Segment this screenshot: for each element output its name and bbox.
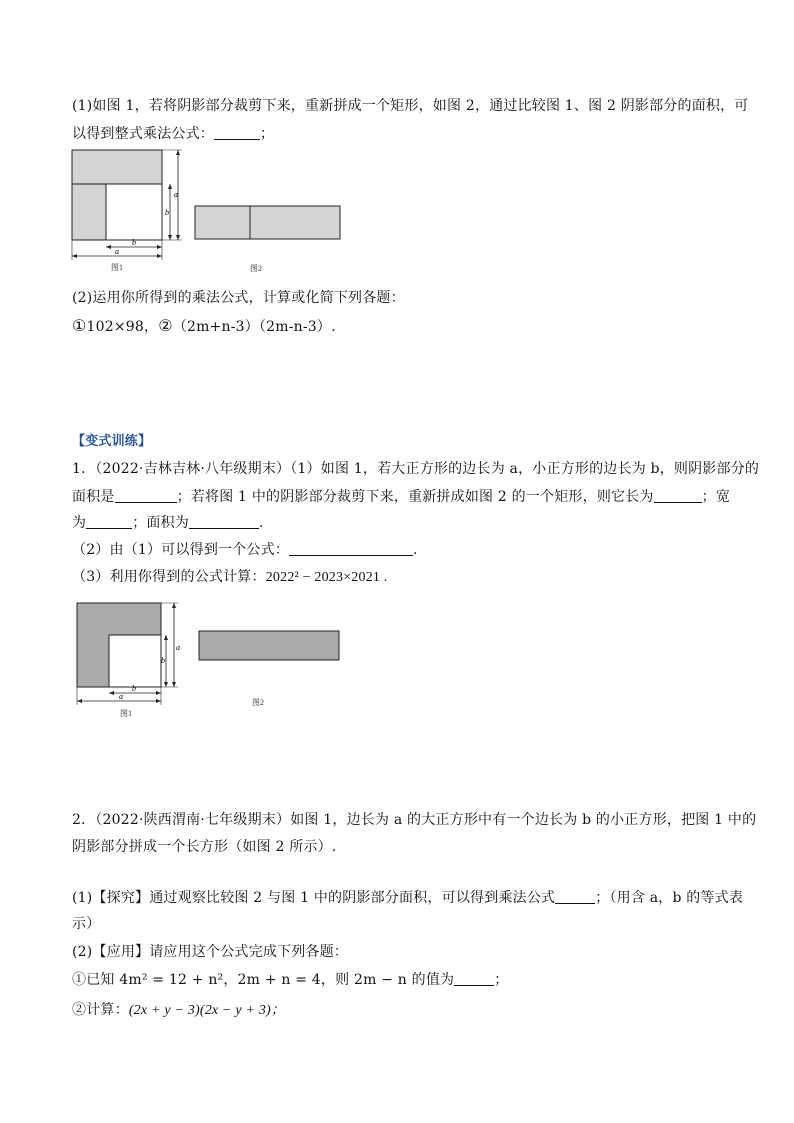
- fig1-label-a-horizontal: a: [115, 247, 119, 256]
- q1-text: .: [413, 542, 418, 558]
- q0-part1-text: 以得到整式乘法公式：: [72, 126, 214, 142]
- q1-line3: [72, 513, 264, 533]
- fig2-rectangle: [195, 206, 340, 239]
- q1-text: 面积是: [72, 489, 115, 505]
- q2-text: ；（用含 a，b 的等式表: [595, 890, 744, 906]
- arrow: [168, 184, 172, 189]
- arrow: [109, 691, 114, 695]
- arrow: [172, 682, 176, 687]
- q2-text: ②计算：: [72, 1002, 129, 1018]
- vfig2-caption: 图2: [252, 698, 264, 707]
- arrow: [172, 603, 176, 608]
- answer-blank-area[interactable]: [115, 488, 177, 503]
- q1-text: （2）由（1）可以得到一个公式：: [72, 542, 290, 558]
- fig1-small-square: [106, 184, 162, 240]
- q2-calc-expr: (2x + y − 3)(2x − y + 3)；: [128, 1003, 286, 1018]
- circled-2: ②: [158, 316, 173, 335]
- q1-text: .: [259, 515, 264, 531]
- arrow: [164, 682, 168, 687]
- arrow: [106, 245, 111, 249]
- q1-line1: 1．（2022·吉林吉林·八年级期末）（1）如图 1，若大正方形的边长为 a，小正方形的边长为 b，则阴影部分的: [72, 461, 760, 477]
- arrow: [77, 699, 82, 703]
- item1-expr: 102×98，: [86, 319, 159, 335]
- circled-1: ①: [72, 316, 87, 335]
- item2-expr: （2m+n-3）（2m-n-3）.: [172, 319, 336, 335]
- vfig1-label-a-horizontal: a: [119, 692, 123, 701]
- arrow: [176, 150, 180, 155]
- q2-line6: [72, 970, 508, 990]
- q0-part2-items: [72, 316, 336, 337]
- q2-line2: 阴影部分拼成一个长方形（如图 2 所示）.: [72, 839, 337, 855]
- figure-variant: [64, 598, 354, 724]
- q1-text: ；宽: [701, 489, 731, 505]
- vfig1-label-a-vertical: a: [176, 643, 180, 652]
- q0-part1-line2: [72, 124, 274, 144]
- q0-part1-line1: (1)如图 1，若将阴影部分裁剪下来，重新拼成一个矩形，如图 2，通过比较图 1、图 2 阴影部分的面积，可: [72, 98, 749, 114]
- arrow: [168, 235, 172, 240]
- q0-part2-line: (2)运用你所得到的乘法公式，计算或化简下列各题：: [72, 290, 405, 306]
- q1-line2: [72, 487, 730, 507]
- q2-line1: 2．（2022·陕西渭南·七年级期末）如图 1，边长为 a 的大正方形中有一个边长为 b 的小正方形，把图 1 中的: [72, 812, 757, 828]
- q2-line4: 示）: [72, 916, 101, 932]
- answer-blank-formula[interactable]: [555, 889, 595, 904]
- q2-line3: [72, 888, 743, 908]
- q2-line5: (2)【应用】请应用这个公式完成下列各题：: [72, 944, 349, 960]
- vfig2-rectangle: [199, 631, 339, 660]
- q2-text: (1)【探究】通过观察比较图 2 与图 1 中的阴影部分面积，可以得到乘法公式: [72, 890, 556, 906]
- variant-heading: 【变式训练】: [72, 434, 152, 449]
- answer-blank-rect-area[interactable]: [189, 514, 259, 529]
- answer-blank-width[interactable]: [86, 514, 132, 529]
- answer-blank-formula[interactable]: [214, 125, 260, 140]
- q1-text: （3）利用你得到的公式计算：: [72, 569, 266, 585]
- arrow: [164, 635, 168, 640]
- arrow: [156, 699, 161, 703]
- figure-block1: [60, 145, 360, 275]
- vfig1-label-b-horizontal: b: [132, 684, 136, 693]
- vfig1-caption: 图1: [120, 709, 132, 718]
- fig1-caption: 图1: [111, 263, 123, 272]
- vfig1-small-square: [109, 635, 161, 687]
- arrow: [156, 691, 161, 695]
- answer-blank-length[interactable]: [654, 488, 702, 503]
- q1-text: ；面积为: [132, 515, 190, 531]
- answer-blank-formula[interactable]: [289, 541, 413, 556]
- q1-line5: [72, 567, 388, 588]
- arrow: [157, 254, 162, 258]
- q1-text: ；若将图 1 中的阴影部分裁剪下来，重新拼成如图 2 的一个矩形，则它长为: [176, 489, 654, 505]
- q2-text: ①已知 4m² = 12 + n²，2m + n = 4，则 2m − n 的值为: [72, 972, 455, 988]
- fig1-label-b-horizontal: b: [132, 238, 136, 247]
- fig1-label-b-vertical: b: [165, 208, 169, 217]
- q2-text: ；: [494, 972, 509, 988]
- q1-text: 为: [72, 515, 87, 531]
- fig2-caption: 图2: [250, 264, 262, 273]
- q2-line7: [72, 1000, 285, 1021]
- answer-blank-value[interactable]: [454, 971, 494, 986]
- arrow: [157, 245, 162, 249]
- q0-part1-end: ；: [260, 126, 275, 142]
- arrow: [72, 254, 77, 258]
- arrow: [176, 235, 180, 240]
- vfig1-label-b-vertical: b: [161, 656, 165, 665]
- fig1-label-a-vertical: a: [174, 190, 178, 199]
- q1-calc-expr: 2022² − 2023×2021 .: [265, 570, 388, 585]
- q1-line4: [72, 540, 418, 560]
